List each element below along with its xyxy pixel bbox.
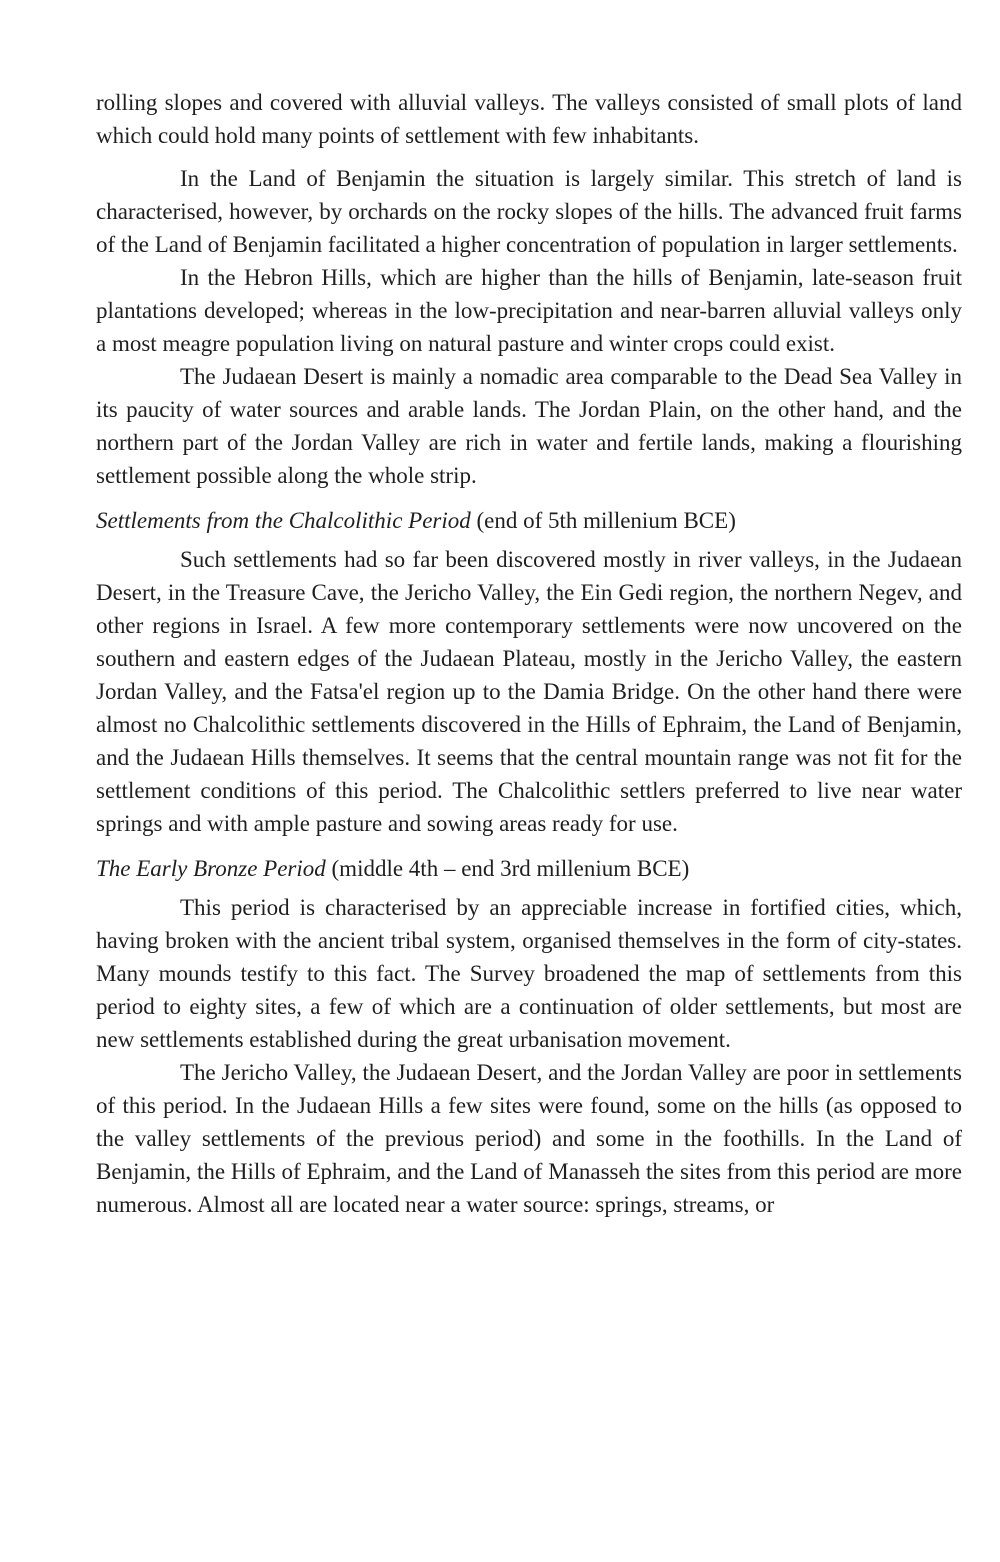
paragraph-hebron-hills: In the Hebron Hills, which are higher than the hills of Benjamin, late-season fruit plantations developed; whereas in the low-precipitation and near-barren alluvial valleys only a most meagre population living on natural pasture and winter crops could exist. <box>96 265 962 356</box>
section-heading-chalcolithic <box>96 504 962 537</box>
document-page <box>96 86 962 1221</box>
section-title: Settlements from the Chalcolithic Period <box>96 508 471 533</box>
section-dates: (middle 4th – end 3rd millenium BCE) <box>331 856 690 881</box>
section-title: The Early Bronze Period <box>96 856 326 881</box>
paragraph-judaean-desert: The Judaean Desert is mainly a nomadic area comparable to the Dead Sea Valley in its paucity of water sources and arable lands. The Jordan Plain, on the other hand, and the northern part of the Jordan Valley are rich in water and fertile lands, making a flourishing settlement possible along the whole strip. <box>96 364 962 488</box>
paragraph-valleys: rolling slopes and covered with alluvial valleys. The valleys consisted of small plots of land which could hold many points of settlement with few inhabitants. <box>96 90 962 148</box>
section-dates: (end of 5th millenium BCE) <box>476 508 736 533</box>
paragraph-early-bronze-regions: The Jericho Valley, the Judaean Desert, and the Jordan Valley are poor in settlements of this period. In the Judaean Hills a few sites were found, some on the hills (as opposed to the valley settlements of the previous period) and some in the foothills. In the Land of Benjamin, the Hills of Ephraim, and the Land of Manasseh the sites from this period are more numerous. Almost all are located near a water source: springs, streams, or <box>96 1060 962 1217</box>
paragraph-early-bronze-cities: This period is characterised by an appreciable increase in fortified cities, which, having broken with the ancient tribal system, organised themselves in the form of city-states. Many mounds testify to this fact. The Survey broadened the map of settlements from this period to eighty sites, a few of which are a continuation of older settlements, but most are new settlements established during the great urbanisation movement. <box>96 895 962 1052</box>
paragraph-chalcolithic: Such settlements had so far been discovered mostly in river valleys, in the Judaean Desert, in the Treasure Cave, the Jericho Valley, the Ein Gedi region, the northern Negev, and other regions in Israel. A few more contemporary settlements were now uncovered on the southern and eastern edges of the Judaean Plateau, mostly in the Jericho Valley, the eastern Jordan Valley, and the Fatsa'el region up to the Damia Bridge. On the other hand there were almost no Chalcolithic settlements discovered in the Hills of Ephraim, the Land of Benjamin, and the Judaean Hills themselves. It seems that the central mountain range was not fit for the settlement conditions of this period. The Chalcolithic settlers preferred to live near water springs and with ample pasture and sowing areas ready for use. <box>96 547 962 836</box>
paragraph-benjamin: In the Land of Benjamin the situation is largely similar. This stretch of land is characterised, however, by orchards on the rocky slopes of the hills. The advanced fruit farms of the Land of Benjamin facilitated a higher concentration of population in larger settlements. <box>96 166 962 257</box>
section-heading-early-bronze <box>96 852 962 885</box>
